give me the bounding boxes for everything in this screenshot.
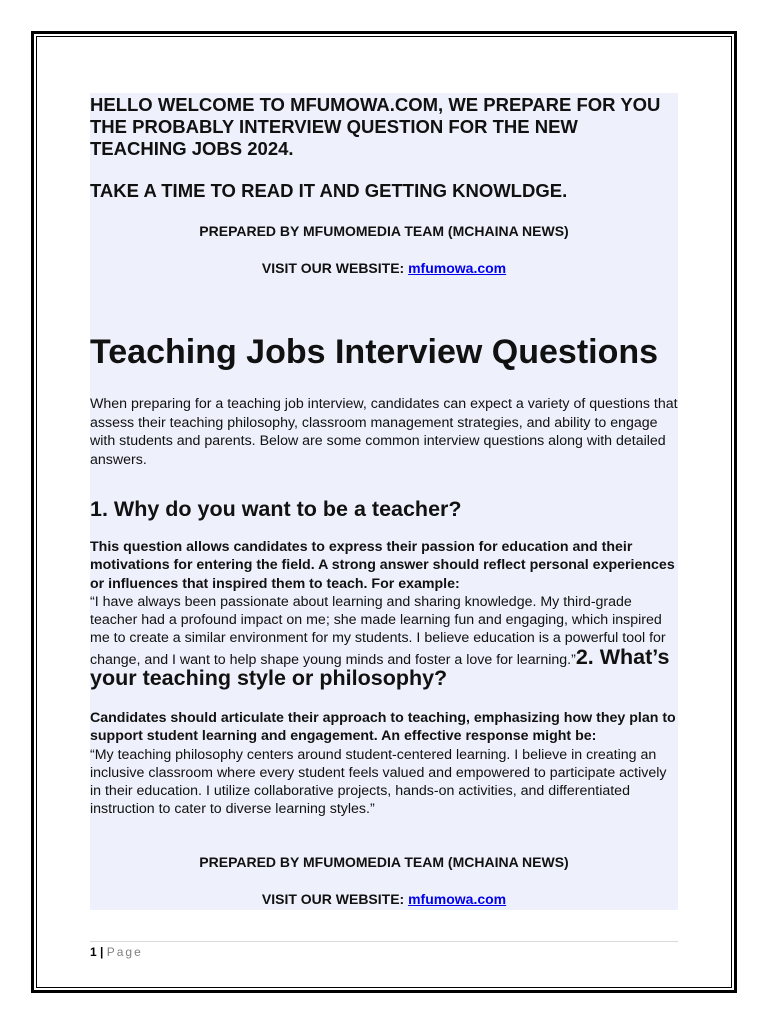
question-2-answer: “My teaching philosophy centers around student-centered learning. I believe in creating an inclusive classroom where every student feels valued and empowered to participate actively in their education. I utilize collaborative projects, hands-on activities, and differentiated instruction to cater to diverse learning styles.” bbox=[90, 746, 667, 818]
footer-visit-website-line bbox=[90, 890, 678, 908]
visit-website-label: VISIT OUR WEBSITE: bbox=[261, 260, 405, 276]
question-1-lead: This question allows candidates to express their passion for education and their motivations for entering the field. A strong answer should reflect personal experiences or influences that inspired them to teach. For example: bbox=[90, 539, 675, 592]
page-footer bbox=[90, 945, 143, 959]
question-1-answer-block bbox=[90, 593, 678, 690]
footer-prepared-by-text: PREPARED BY MFUMOMEDIA TEAM (MCHAINA NEWS) bbox=[199, 854, 569, 870]
page-separator: | bbox=[100, 945, 104, 959]
question-1-answer: “I have always been passionate about learning and sharing knowledge. My third-grade teacher had a profound impact on me; she made learning fun and engaging, which inspired me to create a similar environment for my students. I believe education is a powerful tool for change, and I want to help shape young minds and foster a love for learning.” bbox=[90, 593, 666, 668]
article-intro: When preparing for a teaching job interview, candidates can expect a variety of questions that assess their teaching philosophy, classroom management strategies, and ability to engage with students and parents. Below are some common interview questions along with detailed answers. bbox=[90, 396, 678, 468]
question-2-body bbox=[90, 709, 678, 818]
visit-website-line bbox=[90, 259, 678, 277]
welcome-heading: HELLO WELCOME TO MFUMOWA.COM, WE PREPARE FOR YOU THE PROBABLY INTERVIEW QUESTION FOR THE NEW TEACHING JOBS 2024. bbox=[90, 94, 661, 159]
page-number: 1 bbox=[90, 945, 97, 959]
question-2-heading: 2. What’s your teaching style or philosophy? bbox=[90, 644, 670, 690]
page-word: Page bbox=[106, 945, 143, 959]
page-content bbox=[90, 93, 678, 910]
footer-visit-website-label: VISIT OUR WEBSITE: bbox=[261, 891, 405, 907]
website-link[interactable]: mfumowa.com bbox=[408, 260, 507, 276]
footer-divider bbox=[90, 941, 678, 942]
read-prompt-heading: TAKE A TIME TO READ IT AND GETTING KNOWLDGE. bbox=[90, 180, 568, 201]
article-title: Teaching Jobs Interview Questions bbox=[90, 333, 659, 371]
prepared-by-text: PREPARED BY MFUMOMEDIA TEAM (MCHAINA NEWS) bbox=[199, 223, 569, 239]
question-1-body bbox=[90, 538, 678, 690]
question-2-lead: Candidates should articulate their approach to teaching, emphasizing how they plan to support student learning and engagement. An effective response might be: bbox=[90, 710, 676, 745]
question-1-heading: 1. Why do you want to be a teacher? bbox=[90, 497, 462, 521]
footer-website-link[interactable]: mfumowa.com bbox=[408, 891, 507, 907]
